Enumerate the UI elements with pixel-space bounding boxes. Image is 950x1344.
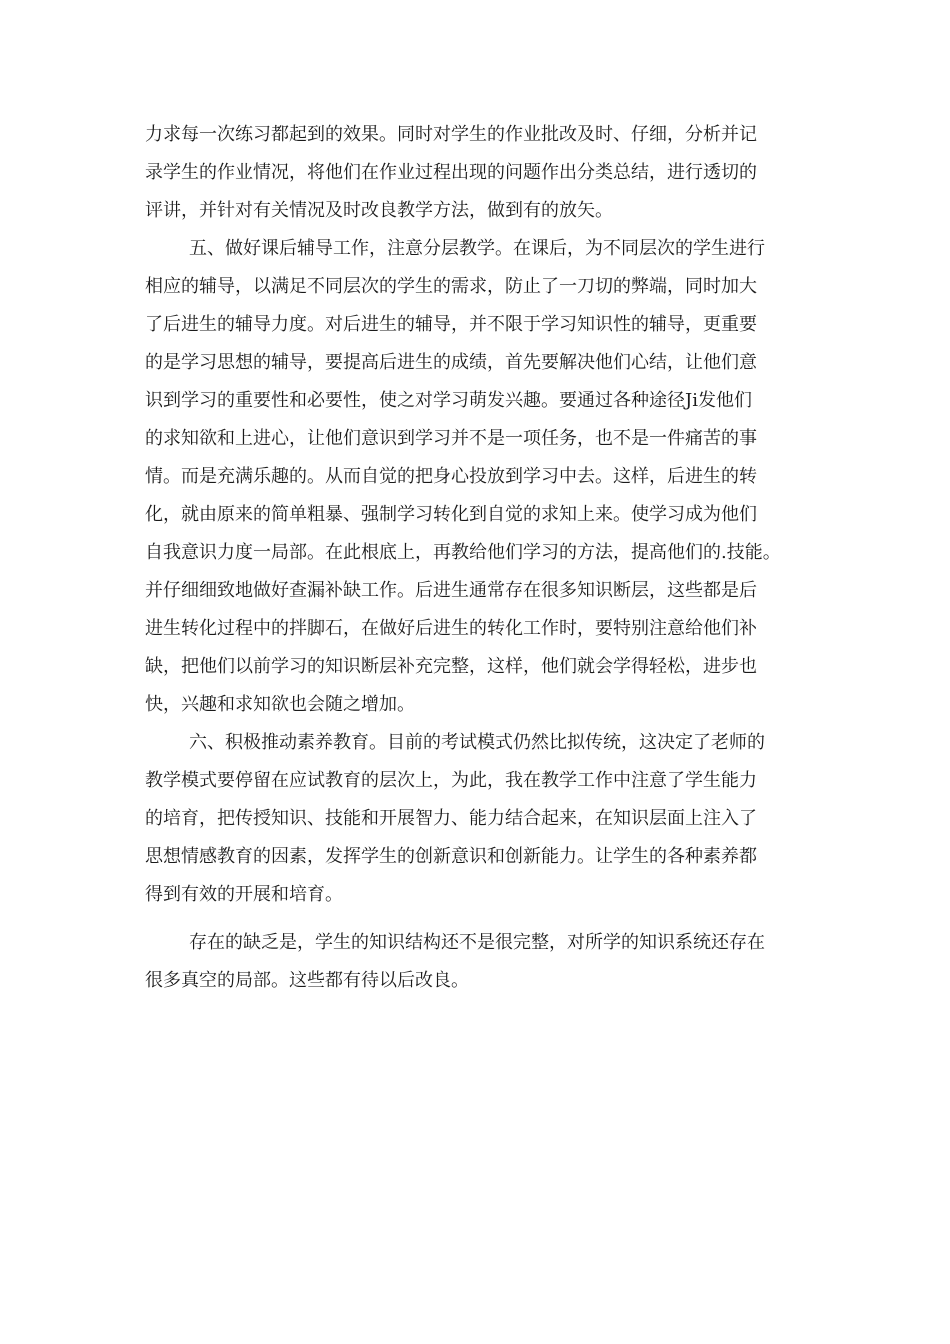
text-line: 的是学习思想的辅导，要提高后进生的成绩，首先要解决他们心结，让他们意 — [145, 352, 757, 373]
text-line: 的培育，把传授知识、技能和开展智力、能力结合起来，在知识层面上注入了 — [145, 808, 757, 829]
text-line: 很多真空的局部。这些都有待以后改良。 — [145, 970, 469, 991]
text-line: 五、做好课后辅导工作，注意分层教学。在课后，为不同层次的学生进行 — [189, 238, 765, 259]
text-line: 的求知欲和上进心，让他们意识到学习并不是一项任务，也不是一件痛苦的事 — [145, 428, 757, 449]
text-line: 了后进生的辅导力度。对后进生的辅导，并不限于学习知识性的辅导，更重要 — [145, 314, 757, 335]
text-line: 力求每一次练习都起到的效果。同时对学生的作业批改及时、仔细，分析并记 — [145, 124, 757, 145]
text-line: 快，兴趣和求知欲也会随之增加。 — [145, 694, 415, 715]
text-line: 并仔细细致地做好查漏补缺工作。后进生通常存在很多知识断层，这些都是后 — [145, 580, 757, 601]
text-line: 识到学习的重要性和必要性，使之对学习萌发兴趣。要通过各种途径Ji发他们 — [145, 390, 752, 411]
text-line: 评讲，并针对有关情况及时改良教学方法，做到有的放矢。 — [145, 200, 613, 221]
text-line: 教学模式要停留在应试教育的层次上，为此，我在教学工作中注意了学生能力 — [145, 770, 757, 791]
text-line: 思想情感教育的因素，发挥学生的创新意识和创新能力。让学生的各种素养都 — [145, 846, 757, 867]
text-line: 录学生的作业情况，将他们在作业过程出现的问题作出分类总结，进行透切的 — [145, 162, 757, 183]
text-line: 缺，把他们以前学习的知识断层补充完整，这样，他们就会学得轻松，进步也 — [145, 656, 757, 677]
text-line: 自我意识力度一局部。在此根底上，再教给他们学习的方法，提高他们的.技能。 — [145, 542, 781, 563]
text-line: 进生转化过程中的拌脚石，在做好后进生的转化工作时，要特别注意给他们补 — [145, 618, 757, 639]
text-line: 情。而是充满乐趣的。从而自觉的把身心投放到学习中去。这样，后进生的转 — [145, 466, 757, 487]
text-line: 相应的辅导，以满足不同层次的学生的需求，防止了一刀切的弊端，同时加大 — [145, 276, 757, 297]
text-line: 化，就由原来的简单粗暴、强制学习转化到自觉的求知上来。使学习成为他们 — [145, 504, 757, 525]
text-line: 得到有效的开展和培育。 — [145, 884, 343, 905]
text-line: 存在的缺乏是，学生的知识结构还不是很完整，对所学的知识系统还存在 — [189, 932, 765, 953]
text-line: 六、积极推动素养教育。目前的考试模式仍然比拟传统，这决定了老师的 — [189, 732, 765, 753]
